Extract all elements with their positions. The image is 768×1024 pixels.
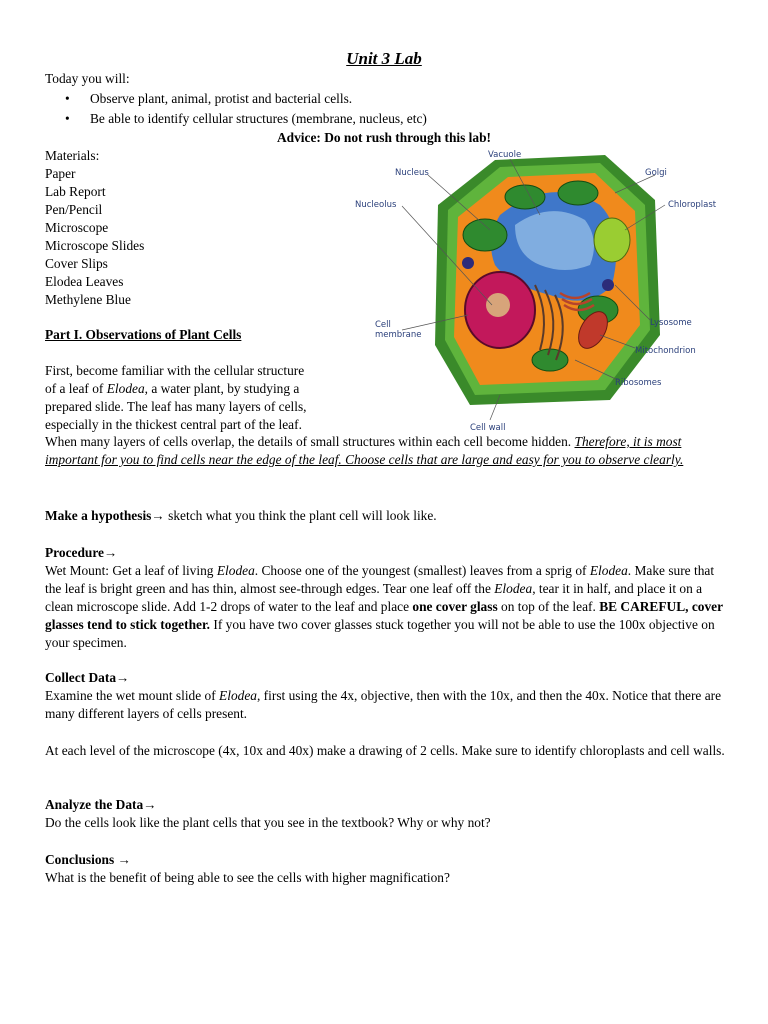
part1-heading: Part I. Observations of Plant Cells: [45, 327, 242, 342]
label-mitochondrion: Mitochondrion: [635, 346, 696, 356]
paragraph-line: First, become familiar with the cellular structure: [45, 363, 305, 378]
list-item: Elodea Leaves: [45, 274, 124, 289]
analyze-label: Analyze the Data: [45, 797, 144, 812]
paragraph-line: especially in the thickest central part of the leaf.: [45, 417, 302, 432]
list-item: Cover Slips: [45, 256, 108, 271]
label-golgi: Golgi: [645, 168, 667, 178]
conclusions-label: Conclusions: [45, 852, 118, 867]
chloroplast: [463, 219, 507, 251]
chloroplast: [558, 181, 598, 205]
list-item: • Observe plant, animal, protist and bacterial cells.: [45, 90, 745, 108]
procedure-text: Wet Mount: Get a leaf of living Elodea. Choose one of the youngest (smallest) leaves from a sprig of Elodea. Make sure that the leaf is bright green and has thin, almost see-through edges. Tear one leaf off the Elodea, tear it in half, and place it on a clean microscope slide. Add 1-2 drops of water to the leaf and place one cover glass on top of the leaf. BE CAREFUL, cover glasses tend to stick together. If you have two cover glasses stuck together you will not be able to use the 100x objective on your specimen.: [45, 563, 723, 650]
collect-text: Examine the wet mount slide of Elodea, first using the 4x, objective, then with the 10x, and then the 40x. Notice that there are many different layers of cells present.: [45, 688, 722, 721]
label-nucleolus: Nucleolus: [355, 200, 397, 210]
goals-list: [45, 90, 745, 128]
label-ribosomes: Ribosomes: [615, 378, 662, 388]
conclusions-text: What is the benefit of being able to see the cells with higher magnification?: [45, 870, 450, 885]
hypothesis-section: Make a hypothesis→ sketch what you think the plant cell will look like.: [45, 508, 437, 523]
list-item: Paper: [45, 166, 76, 181]
label-cell: Cell: [375, 320, 391, 330]
paragraph-line: prepared slide. The leaf has many layers of cells,: [45, 399, 307, 414]
analyze-text: Do the cells look like the plant cells that you see in the textbook? Why or why not?: [45, 815, 491, 830]
advice-text: Advice: Do not rush through this lab!: [276, 130, 492, 145]
plant-cell-diagram: [350, 145, 760, 435]
chloroplast: [505, 185, 545, 209]
hypothesis-label: Make a hypothesis: [45, 508, 152, 523]
arrow-icon: →: [143, 797, 157, 812]
nucleolus: [486, 293, 510, 317]
label-chloroplast: Chloroplast: [668, 200, 717, 210]
conclusions-section: [45, 851, 725, 887]
list-item: Microscope Slides: [45, 238, 145, 253]
part1-continuation: When many layers of cells overlap, the details of small structures within each cell become hidden. Therefore, it is most important for you to find cells near the edge of the leaf. Choose cells that are large and easy for you to observe clearly.: [45, 434, 684, 467]
label-lysosome: Lysosome: [650, 318, 692, 328]
collect-section: [45, 669, 725, 723]
list-item: Pen/Pencil: [45, 202, 103, 217]
label-vacuole: Vacuole: [488, 150, 522, 160]
chloroplast: [594, 218, 630, 262]
part1-intro: [45, 362, 355, 434]
paragraph-line: of a leaf of Elodea, a water plant, by studying a: [45, 381, 300, 396]
label-membrane: membrane: [375, 330, 422, 340]
chloroplast: [532, 349, 568, 371]
intro-text: Today you will:: [45, 71, 130, 86]
materials-list: [45, 147, 144, 309]
label-cell-wall: Cell wall: [470, 423, 506, 433]
procedure-section: [45, 544, 725, 652]
procedure-label: Procedure: [45, 545, 105, 560]
lysosome: [462, 257, 474, 269]
label-nucleus: Nucleus: [395, 168, 429, 178]
collect-paragraph-2: At each level of the microscope (4x, 10x and 40x) make a drawing of 2 cells. Make sure to identify chloroplasts and cell walls.: [45, 743, 725, 758]
list-item: Methylene Blue: [45, 292, 131, 307]
collect-label: Collect Data: [45, 670, 117, 685]
page-title: Unit 3 Lab: [346, 49, 422, 68]
arrow-icon: →: [117, 852, 131, 867]
arrow-icon: →: [116, 670, 130, 685]
arrow-icon: →: [151, 508, 165, 523]
materials-heading: Materials:: [45, 148, 100, 163]
list-item: Lab Report: [45, 184, 106, 199]
list-item: • Be able to identify cellular structures (membrane, nucleus, etc): [45, 110, 745, 128]
list-item: Microscope: [45, 220, 109, 235]
analyze-section: [45, 796, 725, 832]
arrow-icon: →: [104, 545, 118, 560]
emphasis-text: Therefore, it is most important for you to find cells near the edge of the leaf. Choose cells that are large and easy for you to observe clearly.: [45, 434, 684, 467]
